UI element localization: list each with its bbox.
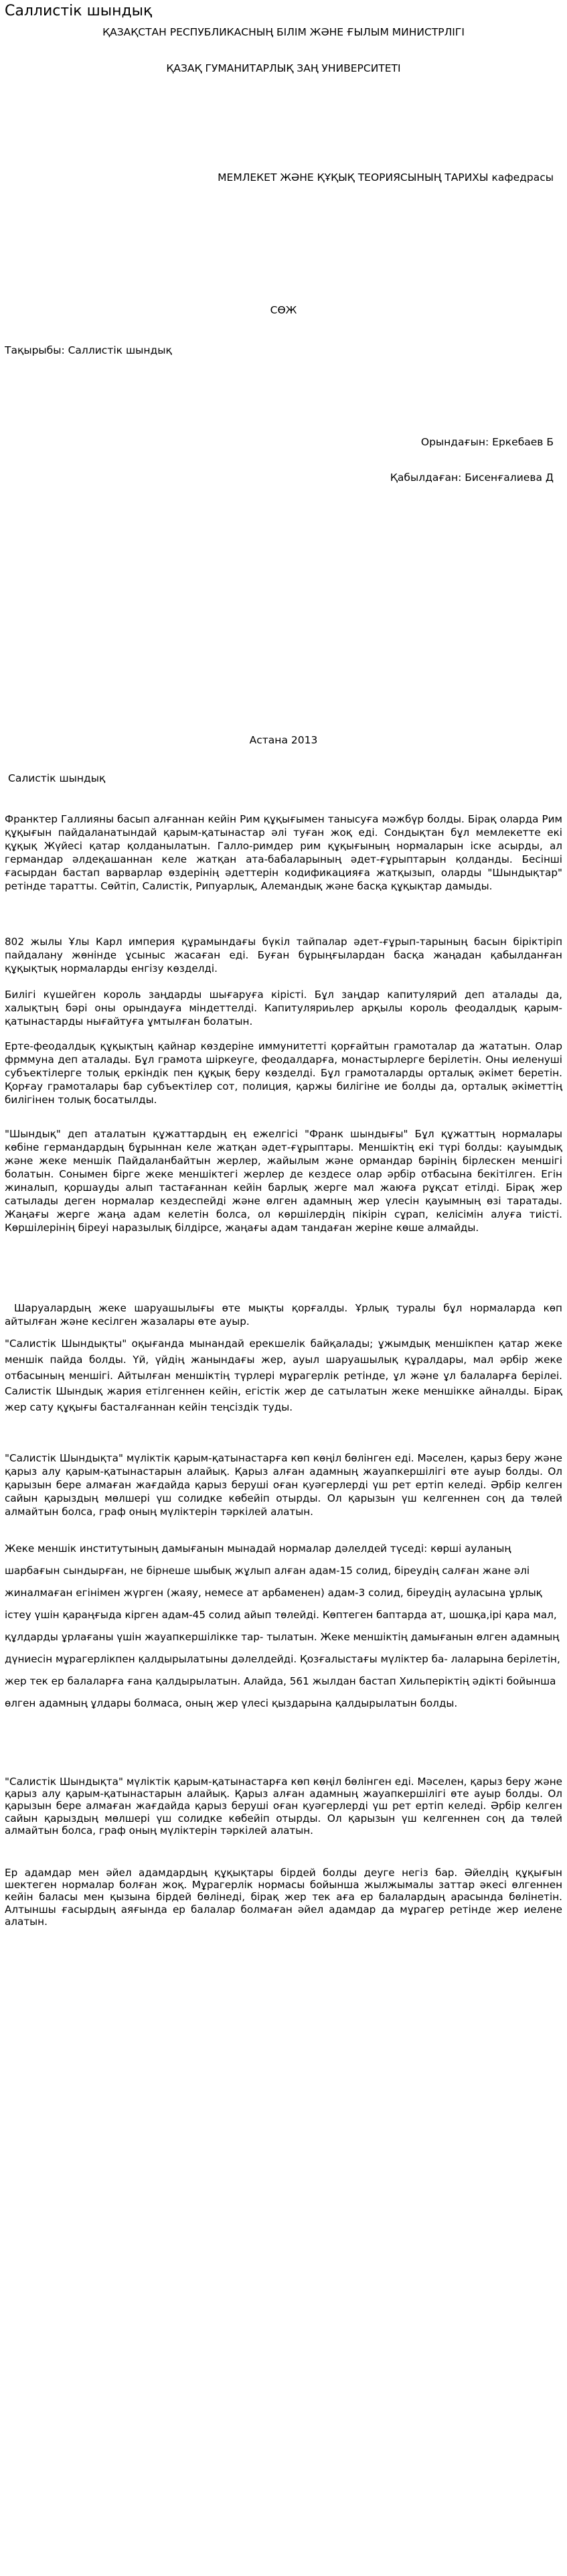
paragraph: Билігі күшейген король заңдарды шығаруға кірісті. Бұл заңдар капитулярий деп аталады да, халықтың бәрі оны орындауға міндеттелді. Капитуляриьлер арқылы король феодалдық қарым-қатынастарды нығайтуға ұмтылған болатын. [5, 989, 562, 1027]
paragraph: "Салистік Шындықта" мүліктік қарым-қатынастарға көп көңіл бөлінген еді. Мәселен, қарыз беру және қарыз алу қарым-қатынастарын алайық. Қарыз алған адамның жауапкершілігі өте ауыр болды. Ол қарызын бере алмаған жағдайда қарыз беруші оған қуәгерлерді үш рет ертіп келеді. Әрбір келген сайын қарыздың мөлшері үш солидке көбейіп отырды. Ол қарызын үш келгеннен соң да төлей алмайтын болса, граф оның мүліктерін тәркілей алатын. [5, 1776, 562, 1837]
reviewer-line: Қабылдаған: Бисенғалиева Д [390, 472, 554, 484]
paragraph: Жеке меншік институтының дамығанын мынадай нормалар дәлелдей түседі: көрші ауланың шарбағын сындырған, не бірнеше шыбық жұлып алған адам-15 солид, біреудің салған жане әлі жиналмаған егінімен жүрген (жаяу, немесе ат арбаменен) адам-3 солид, біреудің ауласына ұрлық істеу үшін қараңғыда кірген адам-45 солид айып төлейді. Көптеген баптарда ат, шошқа,ірі қара мал, құлдарды ұрлағаны үшін жауапкершілікке тар- тылатын. Жеке меншіктің дамығанын өлген адамның дүниесін мұрагерлікпен қалдырылатыны дәлелдейді. Қозғалыстағы мүліктер ба- лаларына берілетін, жер тек ер балаларға ғана қалдырылатын. Алайда, 561 жылдан бастап Хильперіктің әдікті бойынша өлген адамның ұлдары болмаса, оның жер үлесі қыздарына қалдырылатын болды. [5, 1543, 560, 1709]
paragraph: 802 жылы Ұлы Карл империя құрамындағы бүкіл тайпалар әдет-ғұрып-тарының басын біріктіріп пайдалану жөнінде ұсыныс жасаған еді. Буған бұрыңғылардан басқа жаңадан қабылданған құқықтық нормаларды енгізу көзделді. [5, 936, 562, 975]
topic-line: Тақырыбы: Саллистік шындық [5, 344, 172, 356]
paragraph: Франктер Галлияны басып алғаннан кейін Рим құқығымен танысуға мәжбүр болды. Бірақ оларда Рим құқығын пайдаланатындай қарым-қатынастар әлі туған жоқ еді. Сондықтан бұл мемлекетте екі құқық Жүйесі қатар қолданылатын. Галло-римдер рим құқығының нормаларын іске асырды, ал германдар әлдеқашаннан келе жатқан ата-бабаларының әдет-ғұрыптарын қолданды. Бесінші ғасырдан бастап варварлар өздерінің әдеттерін кодификацияға жатқызып, оларды "Шындықтар" ретінде таратты. Сөйтіп, Салистік, Рипуарлық, Алемандық және басқа құқықтар дамыды. [5, 813, 562, 892]
paragraph: Шаруалардың жеке шаруашылығы өте мықты қорғалды. Ұрлық туралы бұл нормаларда көп айтылған және кесілген жазалары өте ауыр. [5, 1302, 562, 1328]
paragraph: Ерте-феодалдық құқықтың қайнар көздеріне иммунитетті қорғайтын грамоталар да жататын. Олар фрммуна деп аталады. Бұл грамота шіркеуге, феодалдарға, монастырлерге берілетін. Оны иеленуші субъектілерге толық еркіндік пен құқық беру көзделді. Бұл грамоталарды орталық әкімет беретін. Қорғау грамоталары бар субъектілер сот, полиция, қаржы билігіне ие болды да, орталық әкіметтің билігінен толық босатылды. [5, 1040, 562, 1106]
paragraph: "Салистік Шындықта" мүліктік қарым-қатынастарға көп көңіл бөлінген еді. Мәселен, қарыз беру және қарыз алу қарым-қатынастарын алайық. Қарыз алған адамның жауапкершілігі өте ауыр болды. Ол қарызын бере алмаған жағдайда қарыз беруші оған қуәгерлерді үш рет ертіп келеді. Әрбір келген сайын қарыздың мөлшері үш солидке көбейіп отырды. Ол қарызын үш келгеннен соң да төлей алмайтын болса, граф оның мүліктерін тәркілей алатын. [5, 1452, 562, 1518]
city-year: Астана 2013 [249, 734, 318, 746]
department-heading: МЕМЛЕКЕТ ЖӘНЕ ҚҰҚЫҚ ТЕОРИЯСЫНЫҢ ТАРИХЫ кафедрасы [218, 171, 554, 184]
section-heading: Салистік шындық [8, 772, 106, 784]
ministry-heading: ҚАЗАҚСТАН РЕСПУБЛИКАСНЫҢ БІЛІМ ЖӘНЕ ҒЫЛЫМ МИНИСТРЛІГІ [102, 26, 465, 38]
work-type: СӨЖ [270, 304, 297, 316]
document-title: Саллистік шындық [5, 3, 153, 19]
paragraph: "Шындық" деп аталатын құжаттардың ең ежелгісі "Франк шындығы" Бұл құжаттың нормалары көбіне германдардың бұрыннан келе жатқан әдет-ғұрыптары. Меншіктің екі түрі болды: қауымдық және жеке меншік Пайдаланбайтын жерлер, жайылым және ормандар бәрінің бірлескен меншігі болатын. Сонымен бірге жеке меншіктегі жерлер де кездесе олар әрбір отбасына бекітілген. Егін жиналып, қоршауды алып тастағаннан кейін барлық жерге мал жаюға рұқсат етілді. Бірақ жер сатылады деген нормалар кездеспейді және өлген адамның жер үлесін қауымның өзі таратады. Жаңағы жерге жаңа адам келетін болса, ол көршілердің пікірін сұрап, келісімін алуға тиісті. Көршілерінің біреуі наразылық білдірсе, жаңағы адам тандаған жеріне көше алмайды. [5, 1128, 562, 1234]
performer-line: Орындағын: Еркебаев Б [420, 436, 554, 448]
university-heading: ҚАЗАҚ ГУМАНИТАРЛЫҚ ЗАҢ УНИВЕРСИТЕТІ [166, 62, 401, 74]
paragraph: "Салистік Шындықты" оқығанда мынандай ерекшелік байқалады; ұжымдық меншікпен қатар жеке меншік пайда болды. Үй, үйдің жанындағы жер, ауыл шаруашылық құралдары, мал әрбір жеке отбасының меншігі. Айтылған меншіктің түрлері мұрагерлік ретінде, ұл және ұл балаларға берілеі. Салистік Шындық жария етілгеннен кейін, егістік жер де сатылатын жеке меншікке айналды. Бірақ жер сату құқығы басталғаннан кейін теңсіздік туды. [5, 1338, 562, 1414]
paragraph: Ер адамдар мен әйел адамдардың құқықтары бірдей болды деуге негіз бар. Әйелдің құқығын шектеген нормалар болған жоқ. Мұрагерлік нормасы бойынша жылжымалы заттар әкесі өлгеннен кейін баласы мен қызына бірдей бөлінеді, бірақ жер тек аға ер балалардың арасында бөлінетін. Алтыншы ғасырдың аяғында ер балалар болмаған әйел адамдар да мұрагер ретінде жер иелене алатын. [5, 1867, 562, 1928]
